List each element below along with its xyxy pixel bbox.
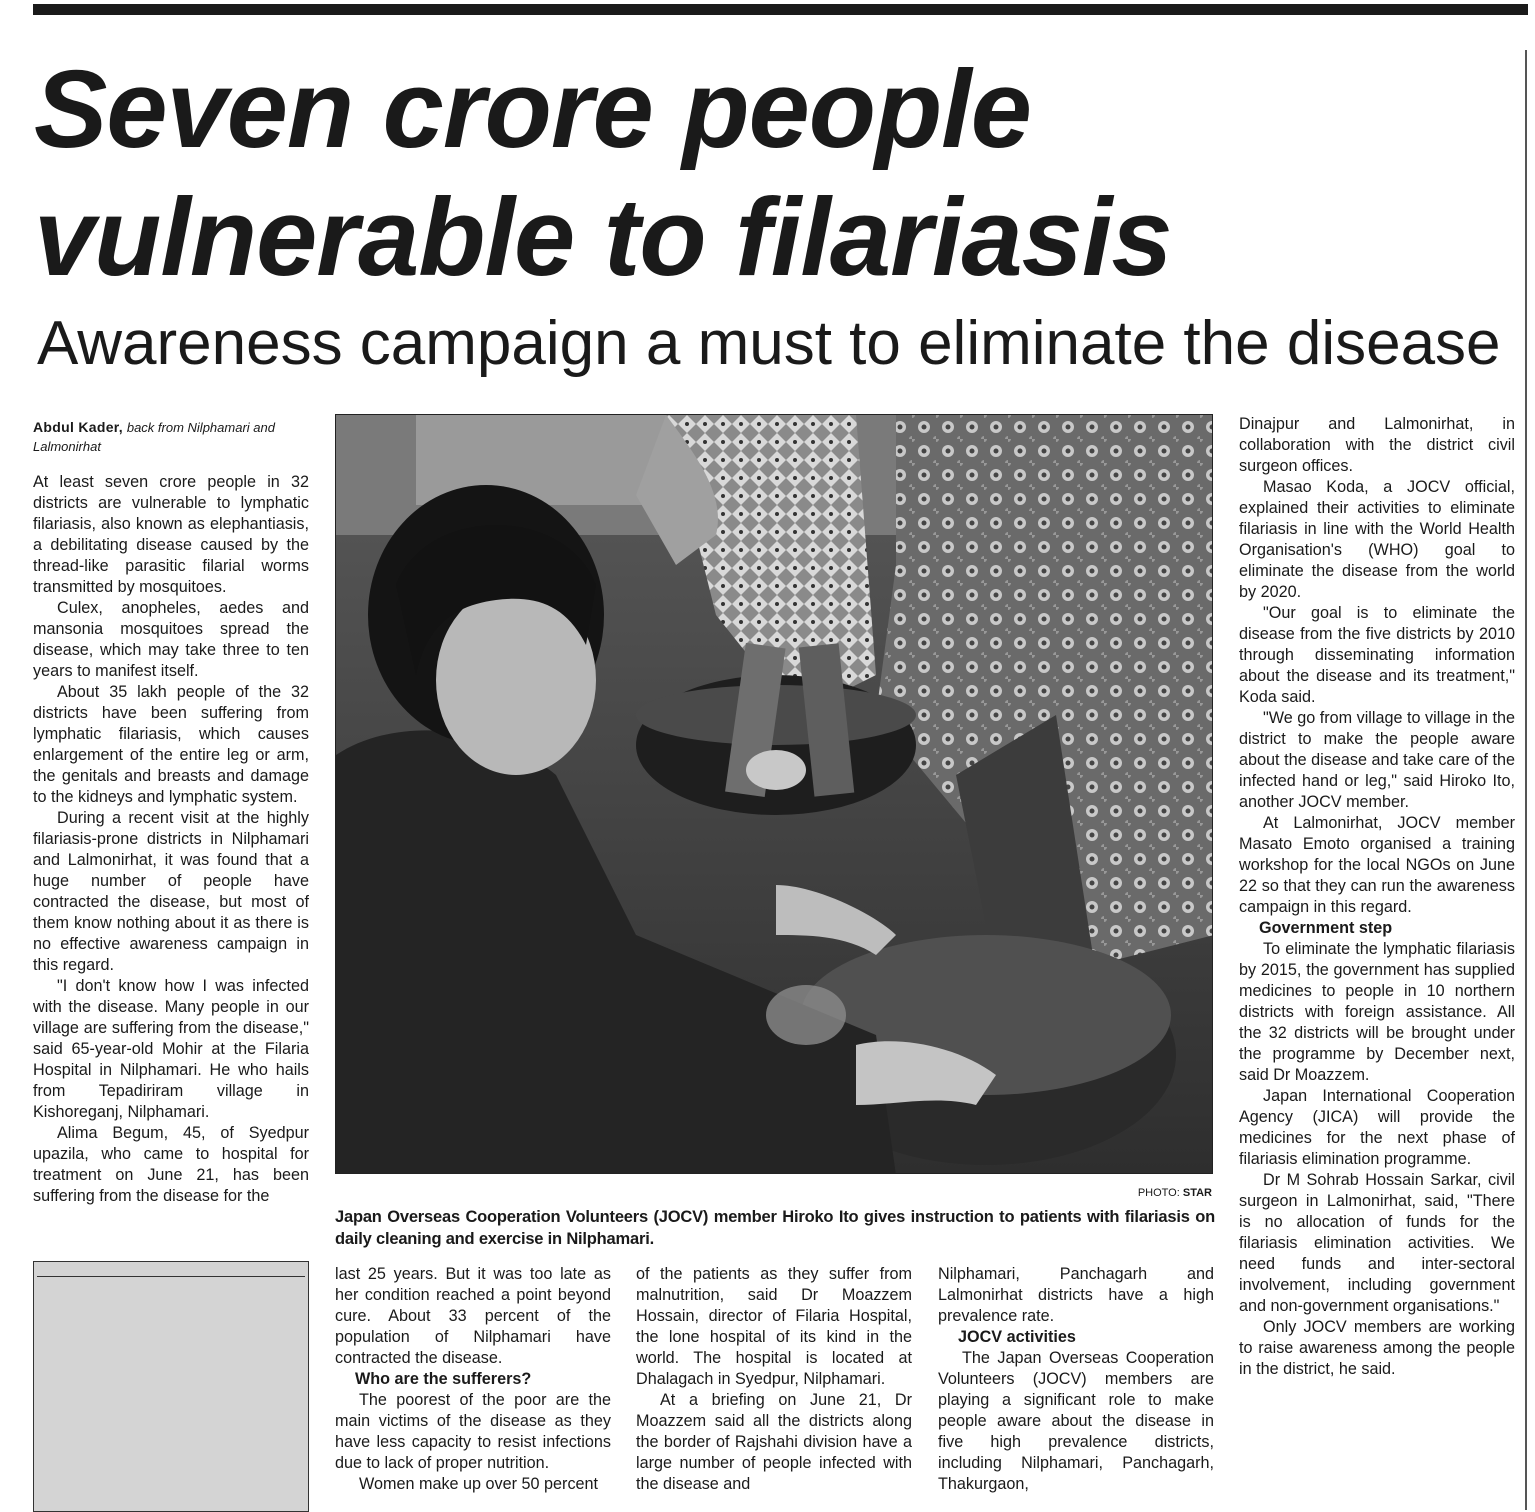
section-subhead: Who are the sufferers? xyxy=(355,1370,532,1388)
article-column-5 xyxy=(1239,414,1515,1512)
subheadline: Awareness campaign a must to eliminate the disease xyxy=(37,309,1501,378)
section-subhead: Government step xyxy=(1259,919,1393,937)
paragraph: Dinajpur and Lalmonirhat, in collaboration with the district civil surgeon offices. xyxy=(1239,415,1515,475)
paragraph: Women make up over 50 percent xyxy=(359,1475,599,1493)
paragraph: At Lalmonirhat, JOCV member Masato Emoto organised a training workshop for the local NGOs on June 22 so that they can run the awareness campaign in this regard. xyxy=(1239,814,1515,916)
photo-illustration xyxy=(336,415,1213,1174)
paragraph: Japan International Cooperation Agency (JICA) will provide the medicines for the next phase of filariasis elimination programme. xyxy=(1239,1087,1515,1168)
paragraph: last 25 years. But it was too late as her condition reached a point beyond cure. About 33 percent of the population of Nilphamari have contracted the disease. xyxy=(335,1265,611,1367)
article-column-1 xyxy=(33,472,309,1248)
photo-credit xyxy=(1100,1186,1212,1200)
article-column-3 xyxy=(636,1264,912,1512)
headline: Seven crore people vulnerable to filariasis xyxy=(34,48,1172,299)
paragraph: Alima Begum, 45, of Syedpur upazila, who came to hospital for treatment on June 21, has been suffering from the disease for the xyxy=(33,1124,309,1205)
top-rule xyxy=(33,4,1528,15)
article-column-4 xyxy=(938,1264,1214,1512)
paragraph: Only JOCV members are working to raise awareness among the people in the district, he said. xyxy=(1239,1318,1515,1378)
news-photo xyxy=(335,414,1213,1174)
paragraph: During a recent visit at the highly filariasis-prone districts in Nilphamari and Lalmonirhat, it was found that a huge number of people have contracted the disease, but most of them know nothing about it as there is no effective awareness campaign in this regard. xyxy=(33,809,309,974)
advertisement-panel xyxy=(37,1276,305,1511)
byline-author: Abdul Kader, xyxy=(33,419,123,435)
photo-caption: Japan Overseas Cooperation Volunteers (JOCV) member Hiroko Ito gives instruction to patients with filariasis on daily cleaning and exercise in Nilphamari. xyxy=(335,1208,1215,1248)
paragraph: Culex, anopheles, aedes and mansonia mosquitoes spread the disease, which may take three to ten years to manifest itself. xyxy=(33,599,309,680)
paragraph: The poorest of the poor are the main victims of the disease as they have less capacity to resist infections due to lack of proper nutrition. xyxy=(335,1391,611,1472)
paragraph: "Our goal is to eliminate the disease from the five districts by 2010 through disseminating information about the disease and its treatment," Koda said. xyxy=(1239,604,1515,706)
section-subhead: JOCV activities xyxy=(958,1328,1076,1346)
paragraph: of the patients as they suffer from malnutrition, said Dr Moazzem Hossain, director of Filaria Hospital, the lone hospital of its kind in the world. The hospital is located at Dhalagach in Syedpur, Nilphamari. xyxy=(636,1265,912,1388)
photo-credit-source: STAR xyxy=(1182,1187,1212,1199)
advertisement-box xyxy=(33,1261,309,1512)
paragraph: "I don't know how I was infected with the disease. Many people in our village are suffering from the disease," said 65-year-old Mohir at the Filaria Hospital in Nilphamari. He who hails from Tepadiriram village in Kishoreganj, Nilphamari. xyxy=(33,977,309,1121)
paragraph: Nilphamari, Panchagarh and Lalmonirhat districts have a high prevalence rate. xyxy=(938,1265,1214,1325)
right-column-rule xyxy=(1525,50,1527,1510)
byline-location: back from Nilphamari and Lalmonirhat xyxy=(33,420,275,454)
paragraph: "We go from village to village in the district to make the people aware about the disease and take care of the infected hand or leg," said Hiroko Ito, another JOCV member. xyxy=(1239,709,1515,811)
paragraph: The Japan Overseas Cooperation Volunteers (JOCV) members are playing a significant role to make people aware about the disease in five high prevalence districts, including Nilphamari, Panchagarh, Thakurgaon, xyxy=(938,1349,1214,1493)
paragraph: At least seven crore people in 32 districts are vulnerable to lymphatic filariasis, also known as elephantiasis, a debilitating disease caused by the thread-like parasitic filarial worms transmitted by mosquitoes. xyxy=(33,473,309,596)
byline xyxy=(33,418,309,456)
paragraph: About 35 lakh people of the 32 districts have been suffering from lymphatic filariasis, which causes enlargement of the entire leg or arm, the genitals and breasts and damage to the kidneys and lymphatic system. xyxy=(33,683,309,806)
paragraph: To eliminate the lymphatic filariasis by 2015, the government has supplied medicines to people in 10 northern districts with foreign assistance. All the 32 districts will be brought under the programme by December next, said Dr Moazzem. xyxy=(1239,940,1515,1084)
article-column-2 xyxy=(335,1264,611,1512)
photo-credit-label: PHOTO: xyxy=(1137,1187,1180,1199)
paragraph: At a briefing on June 21, Dr Moazzem said all the districts along the border of Rajshahi division have a large number of people infected with the disease and xyxy=(636,1391,912,1493)
paragraph: Masao Koda, a JOCV official, explained their activities to eliminate filariasis in line with the World Health Organisation's (WHO) goal to eliminate the disease from the world by 2020. xyxy=(1239,478,1515,601)
paragraph: Dr M Sohrab Hossain Sarkar, civil surgeon in Lalmonirhat, said, "There is no allocation of funds for the filariasis elimination activities. We need funds and inter-sectoral involvement, including government and non-government organisations." xyxy=(1239,1171,1515,1315)
